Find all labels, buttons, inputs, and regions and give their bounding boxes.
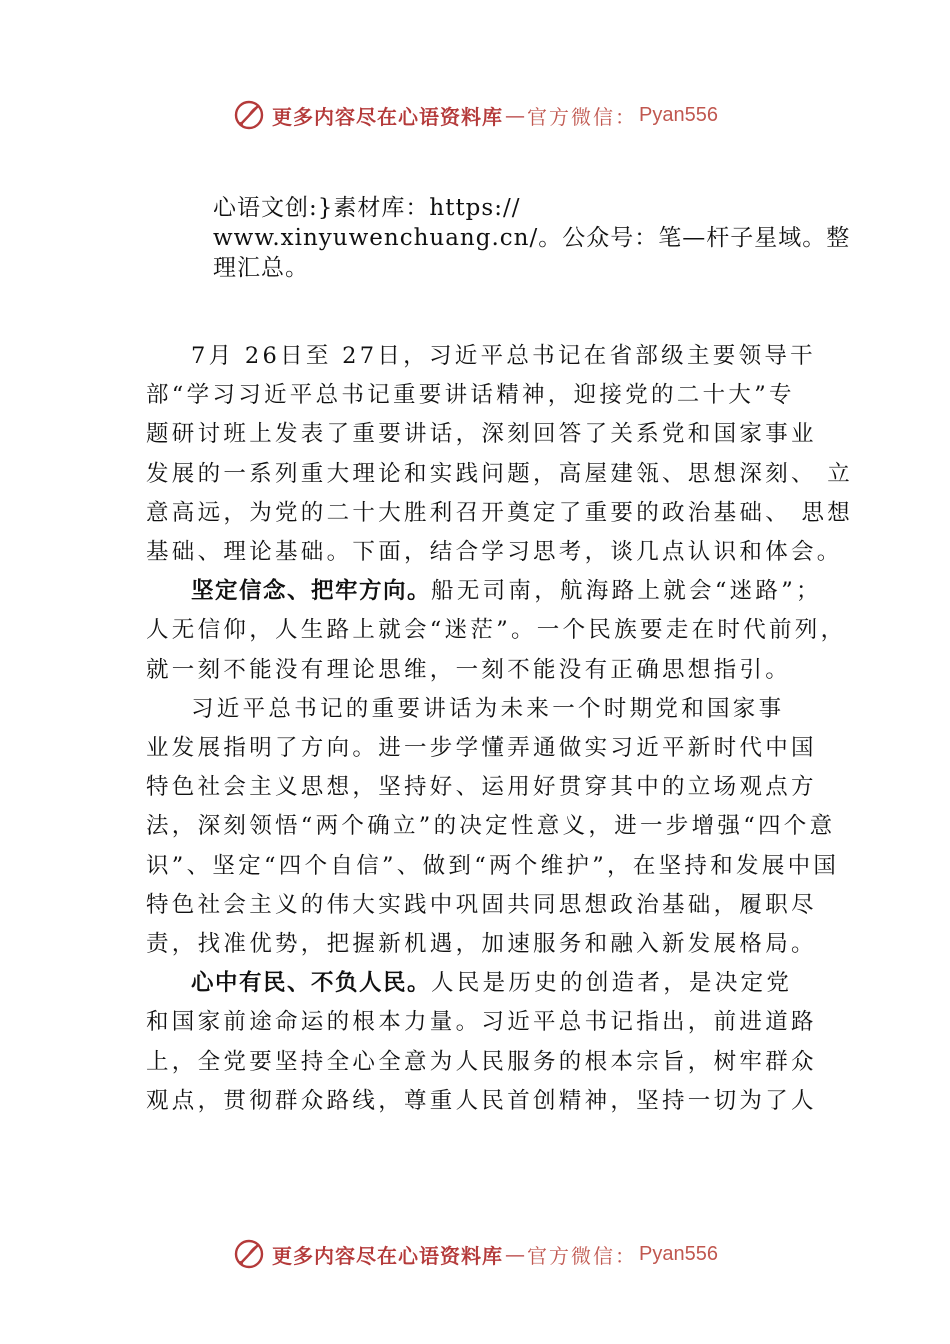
paragraph-line: [146, 964, 821, 1003]
paragraph-line: 习近平总书记的重要讲话为未来一个时期党和国家事: [191, 695, 785, 722]
paragraph-lead-heading: 心中有民、不负人民。: [191, 970, 432, 997]
paragraph-line: 观点，贯彻群众路线，尊重人民首创精神，坚持一切为了人: [146, 1087, 817, 1114]
paragraph-line: 就一刻不能没有理论思维，一刻不能没有正确思想指引。: [146, 656, 792, 683]
paragraph-line: 责，找准优势，把握新机遇，加速服务和融入新发展格局。: [146, 931, 817, 958]
paragraph-line: 上，全党要坚持全心全意为人民服务的根本宗旨，树牢群众: [146, 1048, 817, 1075]
quill-logo-icon: [232, 1237, 266, 1271]
paragraph-line: 意高远，为党的二十大胜利召开奠定了重要的政治基础、 思想: [146, 499, 854, 526]
paragraph-line: 法，深刻领悟“两个确立”的决定性意义，进一步增强“四个意: [146, 813, 836, 840]
banner-dash: —: [505, 1242, 526, 1266]
source-note-line: 心语文创:}素材库：https://: [213, 195, 521, 221]
paragraph-line: 识”、坚定“四个自信”、做到“两个维护”，在坚持和发展中国: [146, 852, 840, 879]
banner-wechat-id: Pyan556: [639, 103, 718, 126]
paragraph-line: 7月 26日至 27日，习近平总书记在省部级主要领导干: [191, 343, 816, 369]
banner-wechat-label: 官方微信：: [527, 104, 638, 129]
paragraph-line: 部“学习习近平总书记重要讲话精神，迎接党的二十大”专: [146, 382, 795, 409]
paragraph-line-text: 船无司南，航海路上就会“迷路”；: [431, 578, 822, 605]
banner-wechat-id: Pyan556: [639, 1242, 718, 1265]
source-note: [213, 193, 851, 283]
paragraph-line: 人无信仰，人生路上就会“迷茫”。一个民族要走在时代前列，: [146, 617, 847, 644]
article-body: [146, 337, 854, 1121]
paragraph-direction: [146, 690, 840, 964]
paragraph-line: 基础、理论基础。下面，结合学习思考，谈几点认识和体会。: [146, 539, 843, 566]
paragraph-line: 题研讨班上发表了重要讲话，深刻回答了关系党和国家事业: [146, 421, 817, 448]
paragraph-line: 业发展指明了方向。进一步学懂弄通做实习近平新时代中国: [146, 735, 817, 762]
banner-brand-text: 更多内容尽在心语资料库: [272, 1243, 504, 1268]
paragraph-line: [146, 572, 821, 611]
paragraph-line-text: 人民是历史的创造者，是决定党: [431, 970, 793, 997]
paragraph-line: 特色社会主义的伟大实践中巩固共同思想政治基础，履职尽: [146, 891, 817, 918]
paragraph-faith: [146, 572, 847, 690]
banner-brand-text: 更多内容尽在心语资料库: [272, 104, 504, 129]
paragraph-intro: [146, 337, 854, 572]
paragraph-line: 和国家前途命运的根本力量。习近平总书记指出，前进道路: [146, 1009, 817, 1036]
source-note-line: www.xinyuwenchuang.cn/。公众号：笔—杆子星域。整: [213, 225, 851, 251]
paragraph-people: [146, 964, 821, 1121]
header-banner: [0, 95, 950, 135]
paragraph-line: 发展的一系列重大理论和实践问题，高屋建瓴、思想深刻、 立: [146, 460, 854, 487]
paragraph-lead-heading: 坚定信念、把牢方向。: [191, 578, 432, 605]
quill-logo-icon: [232, 98, 266, 132]
source-note-line: 理汇总。: [213, 255, 309, 281]
paragraph-line: 特色社会主义思想，坚持好、运用好贯穿其中的立场观点方: [146, 774, 817, 801]
footer-banner: [0, 1234, 950, 1274]
banner-dash: —: [505, 103, 526, 127]
banner-wechat-label: 官方微信：: [527, 1243, 638, 1268]
